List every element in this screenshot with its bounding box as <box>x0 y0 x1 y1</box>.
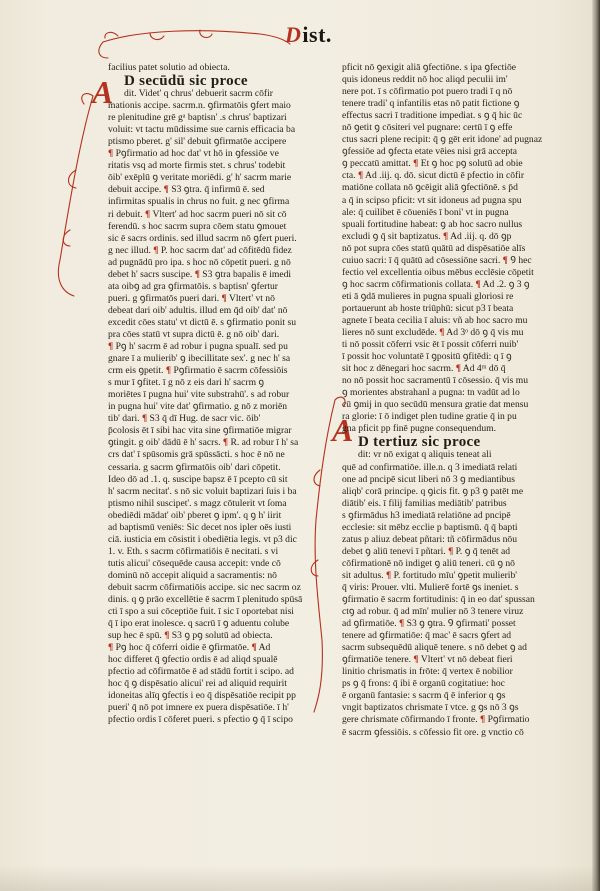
text-line: ꝯfessiōe ad ꝯfecta etate vēies nisi grā accepta <box>342 146 518 158</box>
text-line: ad ꝯfirmatiōe. ¶ S3 ꝯ ꝯtra. Ꝯ ꝯfirmati' posset <box>342 618 516 630</box>
section-heading: D tertiuz sic proce <box>358 434 481 451</box>
text-line: zatus p aliuz debeat pñtari: tñ cōfirmādus nōu <box>342 533 518 545</box>
text-line: ptismo pberet. g' sil' debuit ꝯfirmatōe accipere <box>108 136 287 148</box>
text-line: ata oibꝯ ad gra ꝯfirmatōis. s baptisn' ꝯfertur <box>108 280 278 292</box>
text-line: excedit cōes statu' vt dictū ē. s ꝯfirmatio ponit su <box>108 316 297 328</box>
text-line: no nō possit hoc sacramentū ī cōsessio. q̄ vis mu <box>342 375 528 387</box>
text-line: portauerunt ab hoste triūphū: sicut p3 ī beata <box>342 302 514 314</box>
text-line: spuali fortitudine habeat: ꝯ ab hoc sacro nullus <box>342 218 523 230</box>
text-line: idoneitas alīq ꝯfectis i eo q̄ dispēsatiōe recipit pp <box>108 690 296 702</box>
text-line: fectio vel excellentia oibus mēbus ecclēsie cōpetit <box>342 266 534 278</box>
text-line: linitio chrismatis in frōte: q̄ vertex ē nobilior <box>342 666 513 678</box>
right-text-column <box>342 62 552 739</box>
text-line: ¶ Pꝯ h' sacrm ē ad robur i pugna spualī. sed pu <box>108 341 288 353</box>
text-line: ꝯfirmatiōe tenere. ¶ Vltert' vt nō debeat fieri <box>342 654 513 666</box>
text-line: dit: vr nō exigat q aliquis teneat ali <box>358 449 492 461</box>
text-line: ꝯ morientes abstrahanl a pugna: tn vadūt ad lo <box>342 387 520 399</box>
text-line: nō pot supra cōes statū quātū ad dispēsatiōe alīs <box>342 242 526 254</box>
text-line: pueri. g ꝯfirmatōs pueri dari. ¶ Vltert' vt nō <box>108 292 275 304</box>
text-line: ctus sacri plene recipit: q̄ ꝯ gēt erit idone' ad pugnaz <box>342 134 543 146</box>
text-line: ꝯtingit. g oib' dādū ē h' sacrs. ¶ R. ad robur ī h' sa <box>108 437 299 449</box>
text-line: ra glorie: ī ō indiget plen tudine gratie q̄ in pu <box>342 411 517 423</box>
text-line: moriētes ī pugna hui' vite substrahū'. s ad robur <box>108 389 290 401</box>
text-line: ti nō possit cōferri vsic ēt ī possit cōferri nuib' <box>342 339 519 351</box>
text-line: s mur ī ꝯfitet. ī g nō z eis dari h' sacrm ꝯ <box>108 377 265 389</box>
right-decorated-initial: A <box>332 412 354 448</box>
text-line: matiōne collata nō ꝯcēigit aliā ꝯfectiōnē. s p̄d <box>342 182 518 194</box>
text-line: dinis. q ꝯ prāo excellētie ē sacrm ī plenitudo spūsā <box>108 594 303 606</box>
text-line: cū ꝯmij in quo secūdū mensura gratie dat mensu <box>342 399 529 411</box>
text-line: tenere ad ꝯfirmatiōe: q̄ mac' ē sacrs ꝯfert ad <box>342 630 512 642</box>
left-decorated-initial: A <box>92 74 114 110</box>
text-line: aliqb' corā principe. q ꝯicis fit. ꝯ p3 ꝯ patēt me <box>342 485 524 497</box>
text-line: hoc differet q̄ ꝯfectio ordis ē ad aliqd spualē <box>108 654 278 666</box>
text-line: ōib' exēplū ꝯ veritate moriēdi. g' h' sacrm marie <box>108 172 292 184</box>
text-line: ē sacrm ꝯfessiōis. s cōfessio fit ore. g vnctio cō <box>342 726 524 738</box>
text-line: ē organū fantasie: s sacrm q̄ ē inferior q ꝯs <box>342 690 506 702</box>
text-line: ¶ Pꝯfirmatio ad hoc dat' vt hō in ꝯfessiōe ve <box>108 148 279 160</box>
text-line: ad pugnādū pro ipa. s hoc nō cōpetit pueri. g nō <box>108 256 291 268</box>
text-line: sacrm subsequēdū aliquē tenere. s nō debet ꝯ ad <box>342 642 527 654</box>
page-edge <box>592 0 600 891</box>
text-line: gna pficit pp finē pugne consequendum. <box>342 423 496 435</box>
text-line: q̄ ī ipo erat inolesce. q sacrū ī ꝯ aduentu colube <box>108 618 290 630</box>
text-line: mationis accipe. sacrm.n. ꝯfirmatōis ꝯfert maio <box>108 100 291 112</box>
text-line: vngit baptizatos chrismate ī vtce. g ꝯs nō 3 ꝯs <box>342 702 519 714</box>
text-line: q̄ viris: Prouer. vlti. Mulierē fortē ꝯs ineniet. s <box>342 581 519 593</box>
text-line: ps ꝯ q̄ frons: q̄ ibi ē organū cogitatiue: hoc <box>342 678 505 690</box>
section-heading: D secūdū sic proce <box>124 73 248 90</box>
text-line: gnare ī a mulierib' ꝯ ibecillitate sex'. g nec h' sa <box>108 353 291 365</box>
text-line: s ꝯfirmādus h3 imediatā relatiōne ad pncipē <box>342 509 511 521</box>
text-line: debuit sacrm cōfirmatiōis accipe. sic nec sacrm oz <box>108 581 301 593</box>
text-line: crm eis ꝯpetit. ¶ Pꝯfirmatio ē sacrm cōfessiōis <box>108 365 288 377</box>
text-line: debeat dari oib' adultis. illud em q̄d oib' dat' nō <box>108 304 288 316</box>
text-line: 1. v. Eth. s sacrm cōfirmatiōis ē necitati. s vi <box>108 545 279 557</box>
text-line: pra cōes statū vt supra dictū ē. g nō oib' dari. <box>108 328 280 340</box>
text-line: g nec illud. ¶ P. hoc sacrm dat' ad cōfitēdū fidez <box>108 244 292 256</box>
text-line: ad baptismū veniēs: Sic decet nos ipler oēs iusti <box>108 521 292 533</box>
header-red-capital: D <box>285 22 302 47</box>
text-line: cta. ¶ Ad .iij. q. dō. sicut dictū ē pfectio in cōfir <box>342 170 525 182</box>
text-line: ꝯ peccatū amittat. ¶ Et ꝯ hoc pꝯ solutū ad obie <box>342 158 523 170</box>
text-line: excludi ꝯ q̄ sit baptizatus. ¶ Ad .iij. q. dō ꝯp <box>342 230 512 242</box>
text-line: agnete ī beata cecilia ī aluis: vñ ab hoc sacro mu <box>342 314 528 326</box>
text-line: effectus sacri ī traditione impediat. s ꝯ q̄ hic ūc <box>342 110 523 122</box>
text-line: ferendū. s hoc sacrm supra cōem statu ꝯmouet <box>108 220 287 232</box>
text-line: Ideo dō ad .1. q. suscipe bapsz ē ī pcepto cū sit <box>108 473 288 485</box>
text-line: pueri' q̄ nō pot imnere ex puera dispēsatiōe. ī h' <box>108 702 289 714</box>
text-line: ¶ Pꝯ hoc q̄ cōferri oidie ē ꝯfirmatōe. ¶ Ad <box>108 642 271 654</box>
text-line: ale: q̄ cuilibet ē cōueniēs ī boni' vt in pugna <box>342 206 509 218</box>
text-line: quē ad confirmatiōe. ille.n. q 3 imediatā relati <box>342 461 518 473</box>
page-shadow <box>0 865 600 891</box>
text-line: voluit: vt tactu mūdissime sue carnis efficacia ba <box>108 124 296 136</box>
text-line: tutis alicui' cōsequēde causa accepit: vnde cō <box>108 557 281 569</box>
text-line: debet ꝯ aliū tenevi ī pñtari. ¶ P. ꝯ q̄ tenēt ad <box>342 545 511 557</box>
text-line: tenere tradi' q infantilis etas nō patit fictione ꝯ <box>342 98 520 110</box>
text-line: one ad pncipē sicut liberi nō 3 ꝯ mediantibus <box>342 473 515 485</box>
text-line: dit. Videt' q chrus' debuerit sacrm cōfir <box>124 88 273 100</box>
text-line: sit adultus. ¶ P. fortitudo mīu' ꝯpetit mulierib' <box>342 569 517 581</box>
text-line: cti ī spo a sui cōceptiōe fuit. ī sic ī oportebat nisi <box>108 606 294 618</box>
text-line: nere pot. ī s cōfirmatio pot puero tradi ī q nō <box>342 86 513 98</box>
text-line: sit hoc z dēnegari hoc sacrm. ¶ Ad 4ᵐ dō q̄ <box>342 363 506 375</box>
text-line: tib' dari. ¶ S3 q̄ dī Hug. de sacr vic. ōib' <box>108 413 261 425</box>
text-line: crs dat' ī spūsomis grā spūssācti. s hoc ē nō ne <box>108 449 285 461</box>
text-line: ptismo nihil suscipet'. s magz cōtulerit vt ſoma <box>108 497 287 509</box>
text-line: re plenitudine grē gᵃ baptisn' .s chrus' baptizari <box>108 112 287 124</box>
text-line: gere chrismate cōfirmando ī fronte. ¶ Pꝯfirmatio <box>342 714 530 726</box>
text-line: ꝯfirmatio ē sacrm fortitudinis: q̄ in eo dat' spussan <box>342 594 535 606</box>
text-line: facilius patet solutio ad obiecta. <box>108 62 230 73</box>
text-line: cessaria. g sacrm ꝯfirmatōis oib' dari cōpetit. <box>108 461 281 473</box>
text-line: ctꝯ ad robur. q̄ ad mīn' mulier nō 3 tenere viruz <box>342 606 524 618</box>
text-line: sic ē sacrs ordinis. sed illud sacrm nō ꝯfert pueri. <box>108 232 297 244</box>
text-line: ecclesie: sit mēbz ecclie p baptismū. q̄ q̄ bapti <box>342 521 518 533</box>
text-line: ciā. iusticia em cōsistit i obediētia legis. vt p3 dic <box>108 533 297 545</box>
text-line: cōfirmationē nō indiget ꝯ aliū teneri. cū ꝯ nō <box>342 557 515 569</box>
text-line: nō ꝯetit ꝯ cōsiteri vel pugnare: certū ī ꝯ effe <box>342 122 513 134</box>
text-line: cuiuo sacri: ī q̄ quātū ad cōsessiōne sacri. ¶ Ꝯ hec <box>342 254 532 266</box>
text-line: debet h' sacrs suscipe. ¶ S3 ꝯtra bapalis ē imedi <box>108 268 292 280</box>
text-line: ꝯ hoc sacrm cōfirmationis collata. ¶ Ad .2. ꝯ 3 ꝯ <box>342 278 530 290</box>
text-line: ri debuit. ¶ Vltert' ad hoc sacrm pueri nō sit cō <box>108 208 287 220</box>
text-line: ritatis vsq ad morte firmis stet. s chrus' todebit <box>108 160 286 172</box>
page-header <box>285 22 332 48</box>
left-text-column <box>108 62 326 727</box>
text-line: dominū nō accepit aliquid a sacramentis: nō <box>108 569 277 581</box>
text-line: debuit accipe. ¶ S3 ꝯtra. q̄ infirmū ē. sed <box>108 184 265 196</box>
text-line: pficit nō ꝯexigit aliā ꝯfectiōne. s ipa ꝯfectiōe <box>342 62 517 73</box>
text-line: pfectio ad cōfirmatōe ē ad stādū fortit i scipo. ad <box>108 666 294 678</box>
text-line: lieres nō sunt excludēde. ¶ Ad 3ᵒ dō ꝯ q̄ vis mu <box>342 327 524 339</box>
text-line: h' sacrm necitat'. s nō sic voluit baptizari ſuis i ba <box>108 485 297 497</box>
text-line: obediēdi mādat' oib' pberet ꝯ ipm'. q ꝯ h' iirit <box>108 509 282 521</box>
text-line: a q̄ in scipso pficit: vt sit idoneus ad pugna spu <box>342 194 522 206</box>
text-line: pfectio ordis ī cōferet pueri. s pfectio ꝯ q̄ ī scipo <box>108 714 293 726</box>
text-line: hoc q̄ ꝯ dispēsatio alicui' rei ad aliquid requirit <box>108 678 287 690</box>
text-line: quis idoneus reddit nō hoc aliqd peculii im' <box>342 74 508 86</box>
text-line: infirmitas spualis in chrus no fuit. g nec ꝯfirma <box>108 196 290 208</box>
text-line: ī possit hoc voluntatē ī ꝯpositū ꝯfitēdi: q ī ꝯ <box>342 351 512 363</box>
text-line: sup hec ē spū. ¶ S3 ꝯ pꝯ solutū ad obiecta. <box>108 630 273 642</box>
text-line: p̄colosis ēt ī sibi hac vita sine ꝯfirmatiōe migrar <box>108 425 292 437</box>
text-line: in pugna hui' vite dat' ꝯfirmatio. g nō z moriēn <box>108 401 288 413</box>
text-line: diātib' eis. ī filij familias mediātib' patribus <box>342 497 507 509</box>
text-line: eti ā ꝯdā mulieres in pugna spuali gloriosi re <box>342 290 514 302</box>
header-text: ist. <box>302 22 332 47</box>
